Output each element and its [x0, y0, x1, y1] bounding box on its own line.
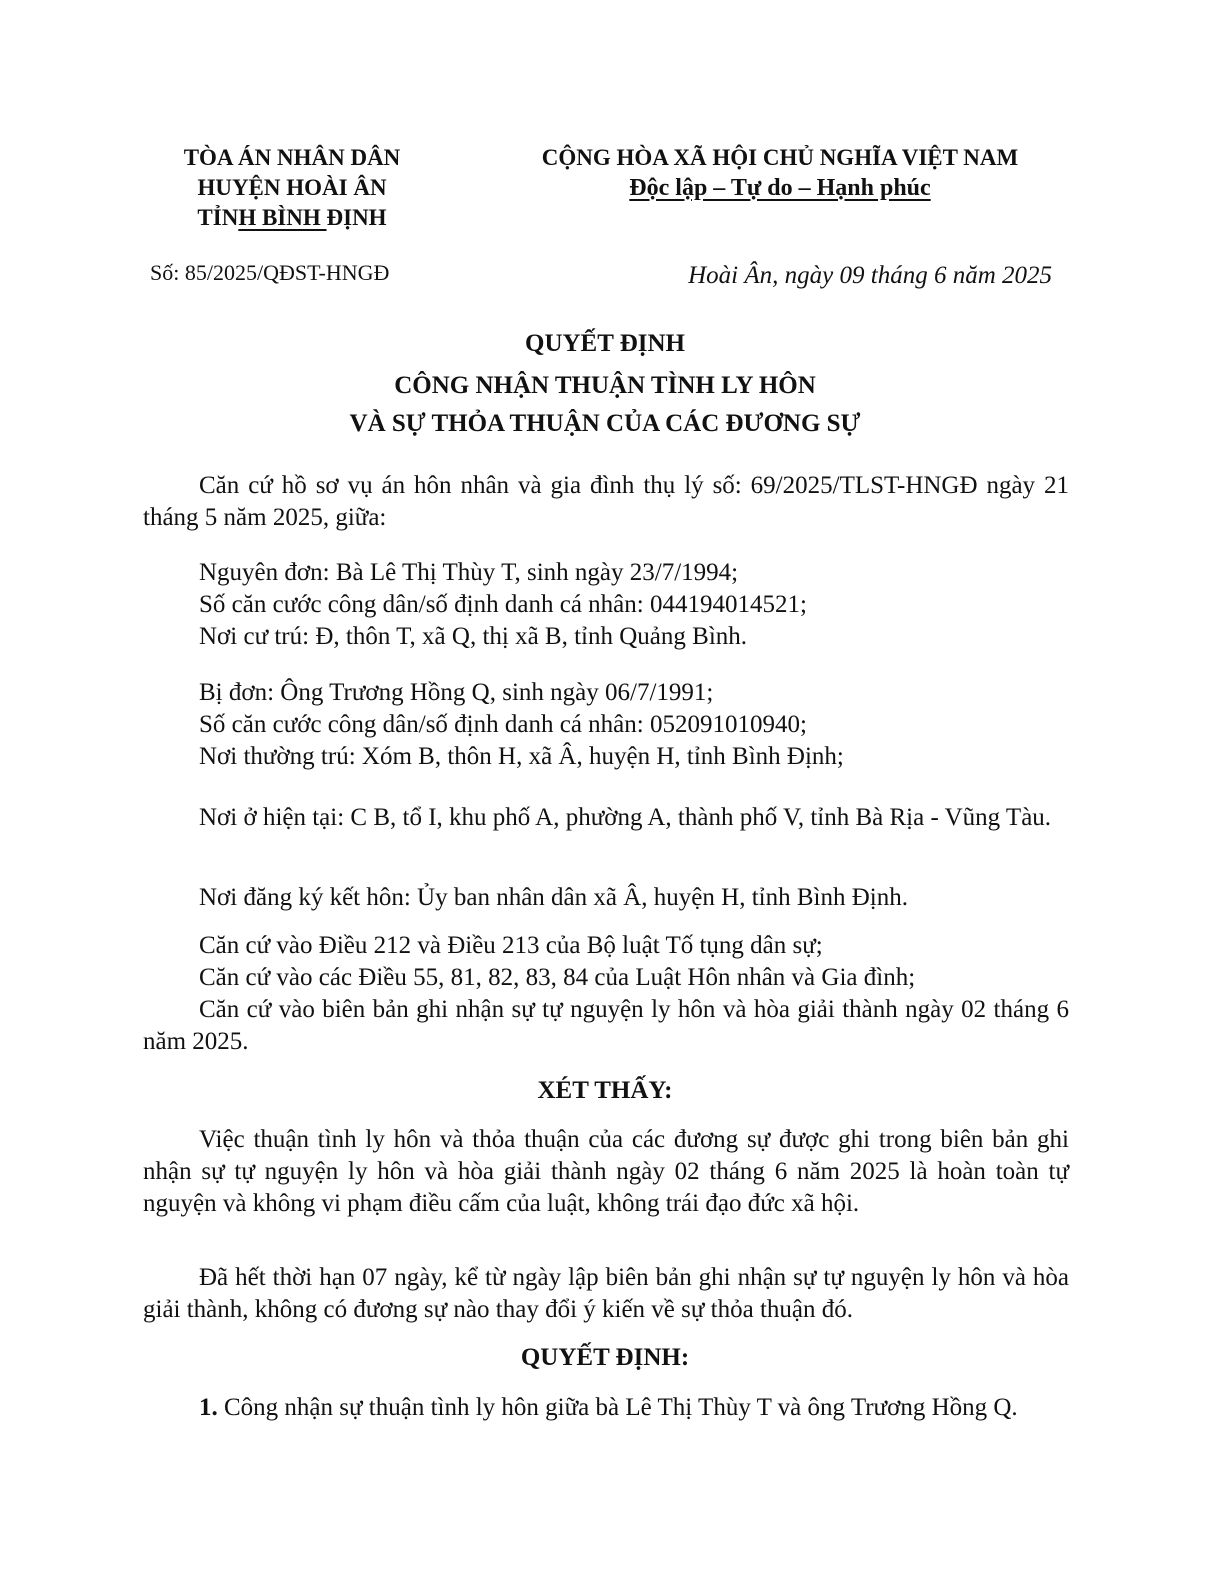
court-name: TÒA ÁN NHÂN DÂN: [183, 145, 401, 170]
defendant-current-residence: Nơi ở hiện tại: C B, tổ I, khu phố A, phường A, thành phố V, tỉnh Bà Rịa - Vũng Tàu.: [199, 804, 1052, 831]
findings-heading: XÉT THẤY:: [537, 1077, 673, 1104]
findings-paragraph-2: Đã hết thời hạn 07 ngày, kể từ ngày lập biên bản ghi nhận sự tự nguyện ly hôn và hòa giải thành, không có đương sự nào thay đổi ý kiến về sự thỏa thuận đó.: [143, 1264, 1069, 1323]
findings-block-2: [143, 1262, 1069, 1326]
decision-block: [143, 1392, 1069, 1424]
national-motto: Độc lập – Tự do – Hạnh phúc: [629, 175, 931, 201]
national-header: [500, 143, 1060, 203]
plaintiff-name: Nguyên đơn: Bà Lê Thị Thùy T, sinh ngày 23/7/1994;: [199, 559, 739, 586]
document-number: Số: 85/2025/QĐST-HNGĐ: [150, 260, 390, 285]
legal-basis-block: [143, 930, 1069, 1058]
court-district: HUYỆN HOÀI ÂN: [197, 175, 387, 200]
defendant-name: Bị đơn: Ông Trương Hồng Q, sinh ngày 06/7/1991;: [199, 679, 714, 706]
legal-basis-1: Căn cứ vào Điều 212 và Điều 213 của Bộ luật Tố tụng dân sự;: [199, 932, 823, 959]
case-basis: Căn cứ hồ sơ vụ án hôn nhân và gia đình thụ lý số: 69/2025/TLST-HNGĐ ngày 21 tháng 5 năm 2025, giữa:: [143, 472, 1069, 531]
findings-paragraph-1: Việc thuận tình ly hôn và thỏa thuận của các đương sự được ghi trong biên bản ghi nhận sự tự nguyện ly hôn và hòa giải thành ngày 02 tháng 6 năm 2025 là hoàn toàn tự nguyện và không vi phạm điều cấm của luật, không trái đạo đức xã hội.: [143, 1126, 1069, 1217]
defendant-block: [143, 677, 1069, 773]
court-header: [140, 143, 444, 233]
decision-item-1: [143, 1392, 1069, 1424]
decision-item-1-number: 1.: [199, 1394, 218, 1421]
marriage-registration-block: [143, 882, 1069, 914]
document-title: QUYẾT ĐỊNH: [525, 330, 685, 357]
plaintiff-id: Số căn cước công dân/số định danh cá nhân: 044194014521;: [199, 591, 807, 618]
decision-heading: QUYẾT ĐỊNH:: [520, 1344, 690, 1371]
findings-block: [143, 1124, 1069, 1220]
legal-basis-3: Căn cứ vào biên bản ghi nhận sự tự nguyện ly hôn và hòa giải thành ngày 02 tháng 6 năm 2025.: [143, 996, 1069, 1055]
marriage-registration: Nơi đăng ký kết hôn: Ủy ban nhân dân xã Â, huyện H, tỉnh Bình Định.: [199, 884, 908, 911]
document-subtitle-2: VÀ SỰ THỎA THUẬN CỦA CÁC ĐƯƠNG SỰ: [349, 410, 861, 437]
defendant-current-residence-block: [143, 802, 1069, 834]
legal-basis-2: Căn cứ vào các Điều 55, 81, 82, 83, 84 của Luật Hôn nhân và Gia đình;: [199, 964, 916, 991]
document-subtitle-1: CÔNG NHẬN THUẬN TÌNH LY HÔN: [394, 372, 816, 399]
court-province: TỈNH BÌNH ĐỊNH: [197, 205, 387, 230]
document-date: Hoài Ân, ngày 09 tháng 6 năm 2025: [688, 262, 1052, 289]
defendant-id: Số căn cước công dân/số định danh cá nhân: 052091010940;: [199, 711, 807, 738]
plaintiff-residence: Nơi cư trú: Đ, thôn T, xã Q, thị xã B, tỉnh Quảng Bình.: [199, 623, 748, 650]
plaintiff-block: [143, 557, 1069, 653]
defendant-permanent-residence: Nơi thường trú: Xóm B, thôn H, xã Â, huyện H, tỉnh Bình Định;: [199, 743, 844, 770]
case-basis-block: [143, 470, 1069, 534]
country-name: CỘNG HÒA XÃ HỘI CHỦ NGHĨA VIỆT NAM: [541, 145, 1019, 170]
decision-item-1-text: Công nhận sự thuận tình ly hôn giữa bà Lê Thị Thùy T và ông Trương Hồng Q.: [217, 1394, 1018, 1421]
